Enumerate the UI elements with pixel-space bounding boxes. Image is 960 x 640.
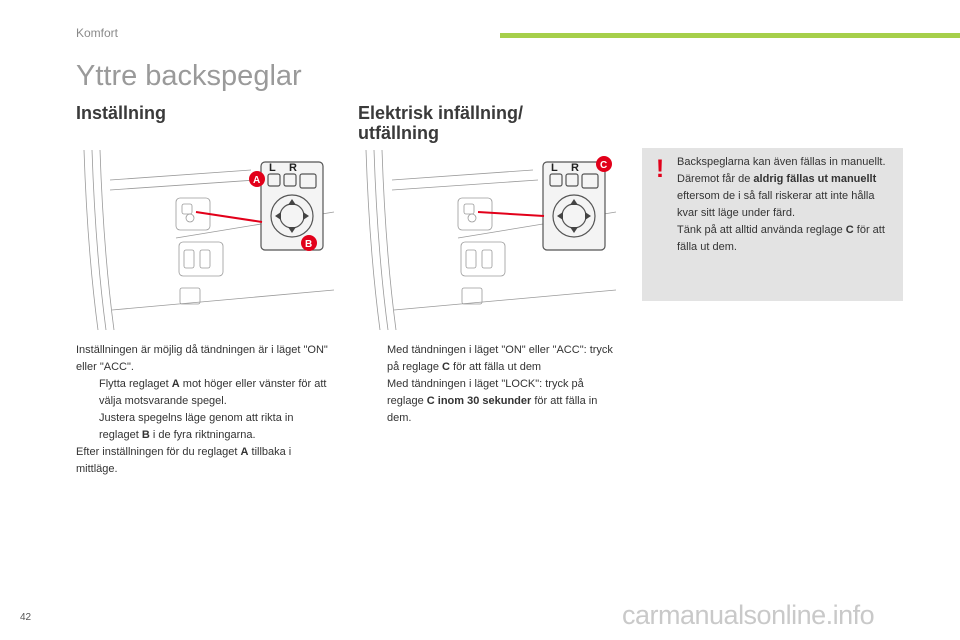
note-line-3: Tänk på att alltid använda reglage C för att fälla ut dem.	[677, 224, 885, 253]
heading-line-1: Elektrisk infällning/	[358, 103, 524, 123]
right-instructions	[364, 342, 622, 427]
intro-text: Inställningen är möjlig då tändningen är i läget "ON" eller "ACC".	[76, 344, 328, 373]
list-item: Flytta reglaget A mot höger eller vänster för att välja motsvarande spegel.	[99, 378, 327, 407]
callout-line	[196, 212, 262, 222]
callout-a-label: A	[253, 175, 261, 186]
page-title: Yttre backspeglar	[76, 60, 302, 92]
watermark: carmanualsonline.info	[622, 600, 875, 630]
section-label: Komfort	[76, 26, 119, 40]
callout-b-label: B	[305, 239, 313, 250]
switch-l-label: L	[551, 162, 558, 174]
list-item: Justera spegelns läge genom att rikta in reglaget B i de fyra riktningarna.	[99, 412, 294, 441]
note-text	[677, 154, 897, 256]
list-item: Med tändningen i läget "ON" eller "ACC": tryck på reglage C för att fälla ut dem	[387, 344, 613, 373]
list-item: Med tändningen i läget "LOCK": tryck på reglage C inom 30 sekunder för att fälla in dem.	[387, 378, 598, 424]
left-instructions	[76, 342, 330, 478]
illustration-svg	[76, 150, 338, 330]
note-line-1: Backspeglarna kan även fällas in manuellt.	[677, 156, 886, 168]
outro-text: Efter inställningen för du reglaget A tillbaka i mittläge.	[76, 446, 292, 475]
callout-c-label: C	[600, 160, 608, 171]
callout-line	[478, 212, 544, 216]
heading-elektrisk-infallning	[358, 103, 523, 143]
accent-bar	[500, 33, 960, 38]
illustration-svg	[358, 150, 620, 330]
warning-exclamation-icon: !	[655, 155, 665, 183]
mirror-control-illustration-left	[76, 150, 338, 330]
switch-l-label: L	[269, 162, 276, 174]
mirror-control-illustration-right	[358, 150, 620, 330]
note-box	[642, 148, 903, 301]
switch-r-label: R	[571, 162, 579, 174]
heading-installning: Inställning	[76, 103, 166, 123]
heading-line-2: utfällning	[358, 123, 439, 143]
note-line-2: Däremot får de aldrig fällas ut manuellt eftersom de i så fall riskerar att inte hålla kvar sitt läge under färd.	[677, 173, 877, 219]
page-number: 42	[20, 612, 32, 623]
switch-r-label: R	[289, 162, 297, 174]
